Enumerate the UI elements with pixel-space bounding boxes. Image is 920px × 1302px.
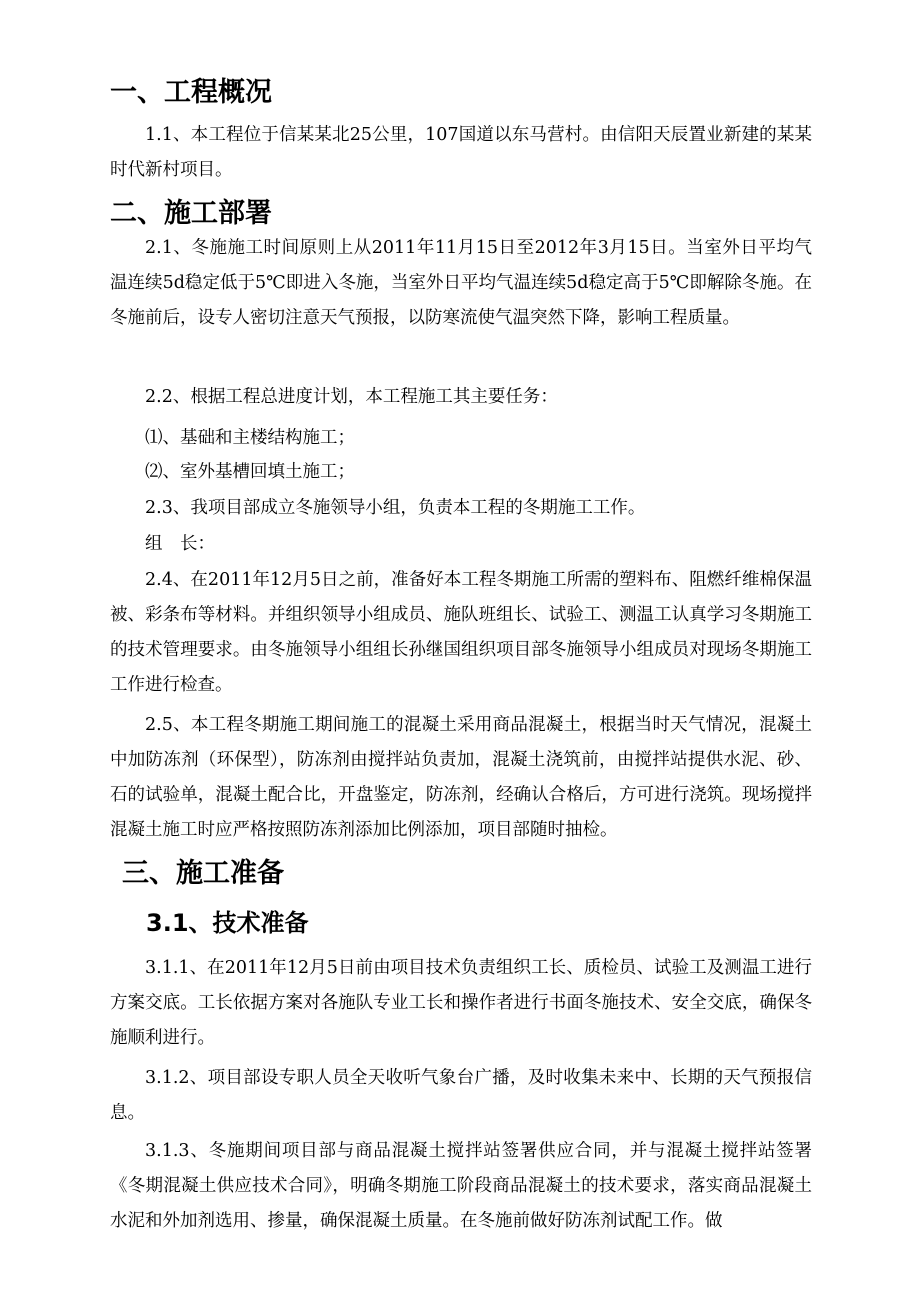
task-item-2: ⑵、室外基槽回填土施工；	[145, 462, 355, 482]
paragraph-2-4: 2.4、在2011年12月5日之前，准备好本工程冬期施工所需的塑料布、阻燃纤维棉保温被、彩条布等材料。并组织领导小组成员、施队班组长、试验工、测温工认真学习冬期施工的技术管理要求。由冬施领导小组组长孙继国组织项目部冬施领导小组成员对现场冬期施工工作进行检查。	[110, 570, 812, 695]
paragraph-3-1-3: 3.1.3、冬施期间项目部与商品混凝土搅拌站签署供应合同，并与混凝土搅拌站签署《冬期混凝土供应技术合同》，明确冬期施工阶段商品混凝土的技术要求，落实商品混凝土水泥和外加剂选用、掺量，确保混凝土质量。在冬施前做好防冻剂试配工作。做	[110, 1141, 812, 1231]
section-heading-preparation: 三、施工准备	[122, 858, 284, 889]
task-item-1: ⑴、基础和主楼结构施工；	[145, 428, 355, 448]
paragraph-2-2: 2.2、根据工程总进度计划，本工程施工其主要任务：	[145, 387, 558, 407]
team-leader-label: 组 长：	[145, 534, 215, 554]
subsection-heading-technical: 3.1、技术准备	[146, 909, 309, 937]
paragraph-1-1: 1.1、本工程位于信某某北25公里，107国道以东马营村。由信阳天辰置业新建的某某时代新村项目。	[110, 125, 812, 180]
section-heading-deployment: 二、施工部署	[110, 198, 272, 229]
paragraph-3-1-1: 3.1.1、在2011年12月5日前由项目技术负责组织工长、质检员、试验工及测温工进行方案交底。工长依据方案对各施队专业工长和操作者进行书面冬施技术、安全交底，确保冬施顺利进行。	[110, 958, 812, 1048]
paragraph-2-3: 2.3、我项目部成立冬施领导小组，负责本工程的冬期施工工作。	[145, 498, 646, 518]
paragraph-3-1-2: 3.1.2、项目部设专职人员全天收听气象台广播，及时收集未来中、长期的天气预报信息。	[110, 1068, 812, 1123]
section-heading-overview: 一、工程概况	[110, 77, 272, 108]
paragraph-2-5: 2.5、本工程冬期施工期间施工的混凝土采用商品混凝土，根据当时天气情况，混凝土中加防冻剂（环保型），防冻剂由搅拌站负责加，混凝土浇筑前，由搅拌站提供水泥、砂、石的试验单，混凝土配合比，开盘鉴定，防冻剂，经确认合格后，方可进行浇筑。现场搅拌混凝土施工时应严格按照防冻剂添加比例添加，项目部随时抽检。	[110, 715, 812, 840]
paragraph-2-1: 2.1、冬施施工时间原则上从2011年11月15日至2012年3月15日。当室外日平均气温连续5d稳定低于5℃即进入冬施，当室外日平均气温连续5d稳定高于5℃即解除冬施。在冬施前后，设专人密切注意天气预报，以防寒流使气温突然下降，影响工程质量。	[110, 238, 812, 328]
